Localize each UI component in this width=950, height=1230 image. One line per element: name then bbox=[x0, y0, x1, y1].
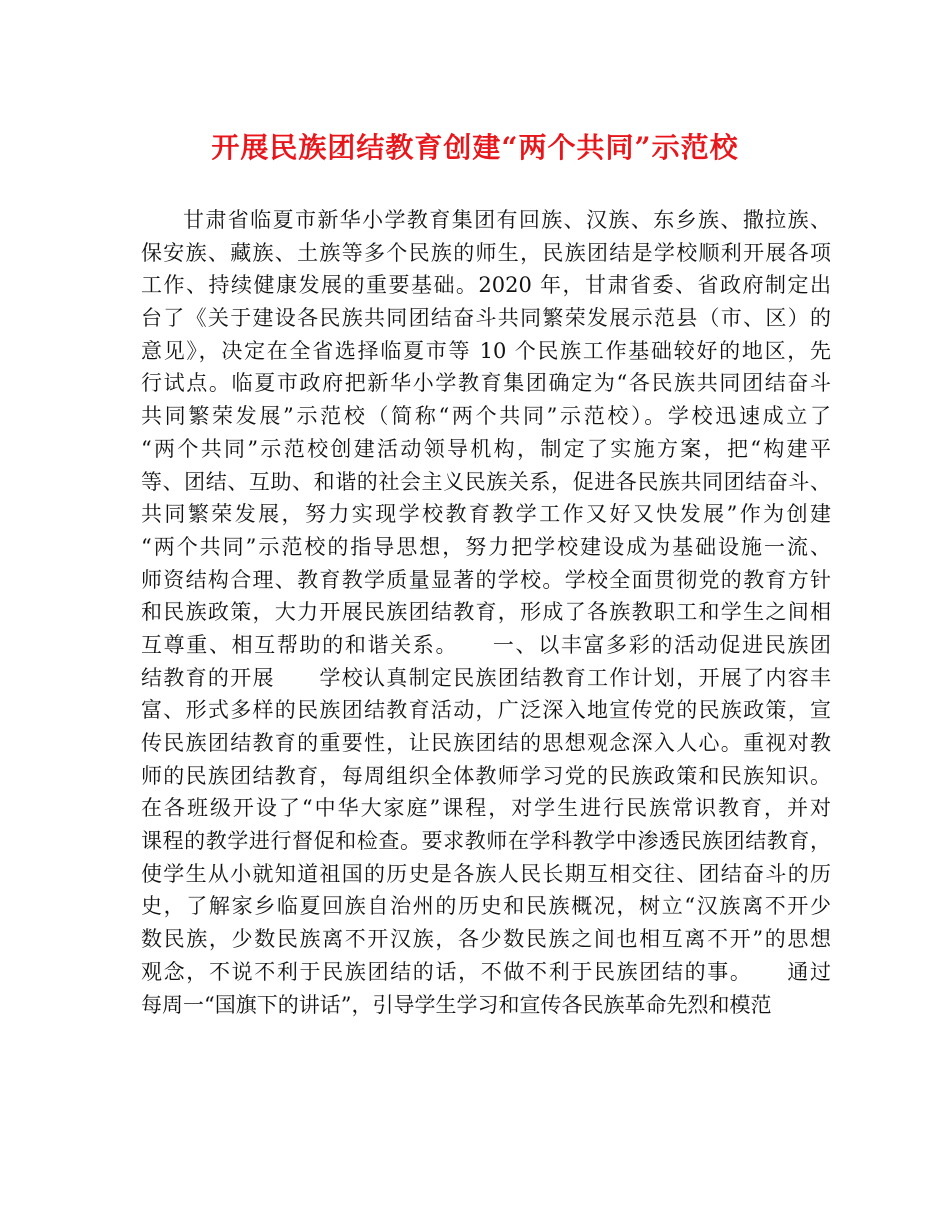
body-line: 富、形式多样的民族团结教育活动，广泛深入地宣传党的民族政策，宣 bbox=[141, 698, 831, 723]
body-line: 传民族团结教育的重要性，让民族团结的思想观念深入人心。重视对教 bbox=[141, 731, 831, 755]
document-body bbox=[141, 204, 831, 1021]
body-line: 共同繁荣发展”示范校（简称“两个共同”示范校）。学校迅速成立了 bbox=[141, 404, 831, 429]
body-line: 观念，不说不利于民族团结的话，不做不利于民族团结的事。 通过 bbox=[141, 959, 831, 984]
body-line: “两个共同”示范校的指导思想，努力把学校建设成为基础设施一流、 bbox=[141, 534, 831, 559]
body-line: 和民族政策，大力开展民族团结教育，形成了各族教职工和学生之间相 bbox=[141, 600, 831, 625]
body-line: 史，了解家乡临夏回族自治州的历史和民族概况，树立“汉族离不开少 bbox=[141, 894, 831, 919]
body-line: 共同繁荣发展，努力实现学校教育教学工作又好又快发展”作为创建 bbox=[141, 502, 831, 527]
document-title: 开展民族团结教育创建“两个共同”示范校 bbox=[211, 131, 739, 164]
body-line: 师资结构合理、教育教学质量显著的学校。学校全面贯彻党的教育方针 bbox=[141, 567, 831, 592]
body-line: 数民族，少数民族离不开汉族，各少数民族之间也相互离不开”的思想 bbox=[141, 927, 831, 952]
body-line: 工作、持续健康发展的重要基础。2020 年，甘肃省委、省政府制定出 bbox=[141, 273, 831, 298]
body-line: 师的民族团结教育，每周组织全体教师学习党的民族政策和民族知识。 bbox=[141, 763, 831, 788]
body-line: 行试点。临夏市政府把新华小学教育集团确定为“各民族共同团结奋斗 bbox=[141, 371, 831, 396]
body-line: 在各班级开设了“中华大家庭”课程，对学生进行民族常识教育，并对 bbox=[141, 796, 831, 821]
body-line: 课程的教学进行督促和检查。要求教师在学科教学中渗透民族团结教育， bbox=[141, 829, 831, 854]
body-line: 甘肃省临夏市新华小学教育集团有回族、汉族、东乡族、撒拉族、 bbox=[183, 208, 831, 232]
body-line: 互尊重、相互帮助的和谐关系。 一、以丰富多彩的活动促进民族团 bbox=[141, 632, 831, 657]
body-line: 意见》，决定在全省选择临夏市等 10 个民族工作基础较好的地区，先 bbox=[141, 338, 831, 363]
body-line: 结教育的开展 学校认真制定民族团结教育工作计划，开展了内容丰 bbox=[141, 665, 831, 690]
body-line: 每周一“国旗下的讲话”，引导学生学习和宣传各民族革命先烈和模范 bbox=[141, 992, 772, 1017]
body-line: 等、团结、互助、和谐的社会主义民族关系，促进各民族共同团结奋斗、 bbox=[141, 469, 831, 494]
body-line: 台了《关于建设各民族共同团结奋斗共同繁荣发展示范县（市、区）的 bbox=[141, 306, 831, 331]
body-line: “两个共同”示范校创建活动领导机构，制定了实施方案，把“构建平 bbox=[141, 436, 831, 461]
body-line: 保安族、藏族、土族等多个民族的师生，民族团结是学校顺利开展各项 bbox=[141, 240, 831, 265]
body-line: 使学生从小就知道祖国的历史是各族人民长期互相交往、团结奋斗的历 bbox=[141, 861, 831, 886]
